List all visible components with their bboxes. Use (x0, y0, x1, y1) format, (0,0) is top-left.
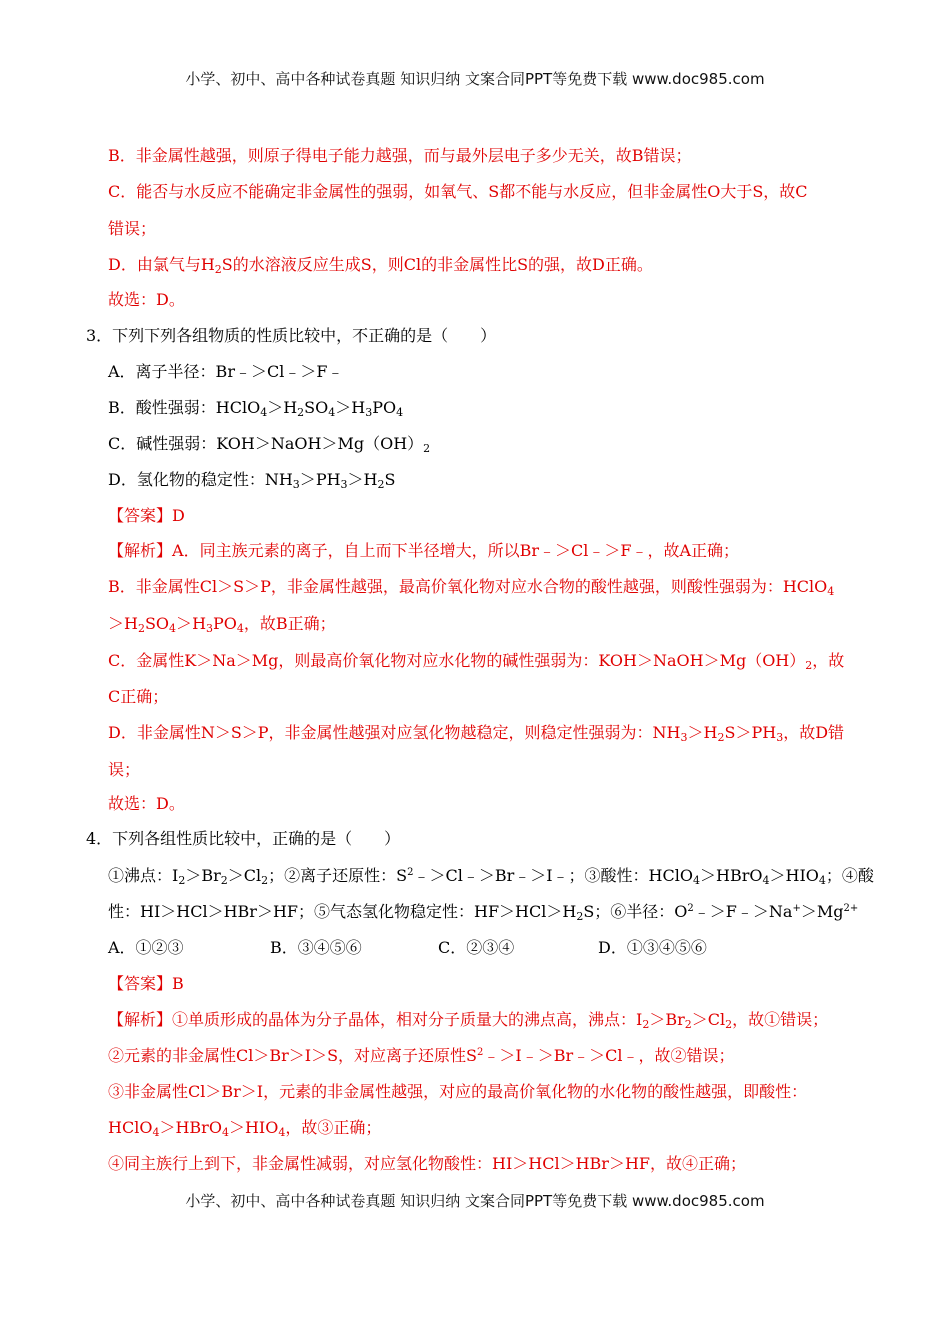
q4-options (108, 938, 707, 958)
page-header: 小学、初中、高中各种试卷真题 知识归纳 文案合同PPT等免费下载 www.doc985.com (185, 70, 765, 88)
q3-option-c: C．碱性强弱：$KOH>NaOH>Mg(OH)_2$ (108, 434, 431, 455)
q2-explain-c2: 错误； (108, 219, 157, 238)
q4-option-b: B．③④⑤⑥ (270, 938, 362, 957)
q3-answer: 【答案】D (108, 506, 185, 525)
q3-explain-d1: D．非金属性N＞S＞P，非金属性越强对应氢化物越稳定，则稳定性强弱为：$NH_3>H_2S>PH_3$，故D错 (108, 723, 845, 744)
q4-explain-4: $HClO_4>HBrO_4>HIO_4$，故③正确； (108, 1118, 382, 1139)
q4-answer: 【答案】B (108, 974, 184, 993)
q3-explain-b1: B．非金属性Cl＞S＞P，非金属性越强，最高价氧化物对应水合物的酸性越强，则酸性强弱为：HClO$_4$ (108, 577, 835, 598)
q2-explain-b: B．非金属性越强，则原子得电子能力越强，而与最外层电子多少无关，故B错误； (108, 146, 692, 165)
q4-explain-1: 【解析】①单质形成的晶体为分子晶体，相对分子质量大的沸点高，沸点：$I_2>Br_2>Cl_2$，故①错误； (108, 1010, 829, 1031)
q4-statement-1: ①沸点：$I_2>Br_2>Cl_2$；②离子还原性：$S^2﹣>Cl﹣>Br﹣>I﹣$；③酸性：$HClO_4>HBrO_4>HIO_4$；④酸 (108, 866, 874, 887)
q3-explain-c2: C正确； (108, 687, 169, 706)
q3-option-d: D．氢化物的稳定性：$NH_3>PH_3>H_2S$ (108, 470, 396, 491)
q3-explain-a: 【解析】A．同主族元素的离子，自上而下半径增大，所以Br﹣＞Cl﹣＞F﹣，故A正确； (108, 541, 739, 560)
q2-select: 故选：D。 (108, 290, 185, 309)
q3-option-b: B．酸性强弱：$HClO_4>H_2SO_4>H_3PO_4$ (108, 398, 404, 419)
q4-option-a: A．①②③ (108, 938, 184, 957)
q2-explain-c1: C．能否与水反应不能确定非金属性的强弱，如氧气、S都不能与水反应，但非金属性O大于S，故C (108, 182, 808, 201)
q3-explain-d2: 误； (108, 760, 141, 779)
q3-explain-b2: $>H_2SO_4>H_3PO_4$，故B正确； (108, 614, 336, 635)
q3-explain-c1: C．金属性K＞Na＞Mg，则最高价氧化物对应水化物的碱性强弱为：$KOH>NaOH>Mg(OH)_2$，故 (108, 651, 845, 672)
q4-explain-5: ④同主族行上到下，非金属性减弱，对应氢化物酸性：HI＞HCl＞HBr＞HF，故④正确； (108, 1154, 747, 1173)
q4-statement-2: 性：HI＞HCl＞HBr＞HF；⑤气态氢化物稳定性：$HF>HCl>H_2S$；⑥半径：$O^2﹣>F﹣>Na^+>Mg^{2+}$ (108, 902, 859, 923)
q3-option-a: A．离子半径：Br﹣＞Cl﹣＞F﹣ (108, 362, 344, 381)
q4-stem: 4．下列各组性质比较中，正确的是（ ） (86, 829, 401, 848)
q4-explain-3: ③非金属性Cl＞Br＞I，元素的非金属性越强，对应的最高价氧化物的水化物的酸性越强，即酸性： (108, 1082, 808, 1101)
page-footer: 小学、初中、高中各种试卷真题 知识归纳 文案合同PPT等免费下载 www.doc985.com (185, 1192, 765, 1210)
q3-stem: 3．下列下列各组物质的性质比较中，不正确的是（ ） (86, 326, 497, 345)
q3-select: 故选：D。 (108, 794, 185, 813)
q4-option-c: C．②③④ (438, 938, 515, 957)
q4-option-d: D．①③④⑤⑥ (598, 938, 707, 957)
q2-explain-d: D．由氯气与$H_2S$的水溶液反应生成S，则Cl的非金属性比S的强，故D正确。 (108, 255, 653, 276)
q4-explain-2: ②元素的非金属性Cl＞Br＞I＞S，对应离子还原性$S^2﹣>I﹣>Br﹣>Cl﹣$，故②错误； (108, 1046, 735, 1065)
